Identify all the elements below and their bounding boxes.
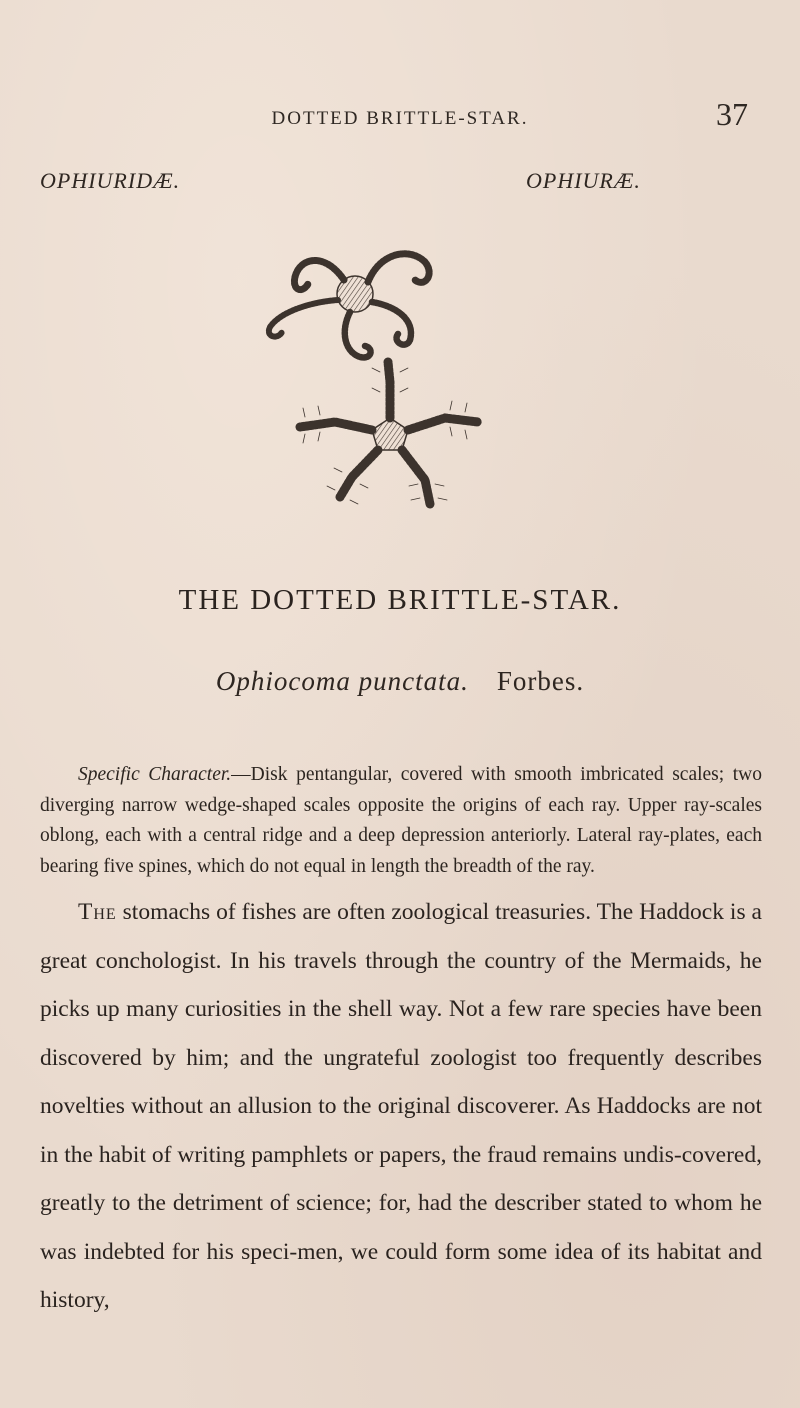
family-name: OPHIURIDÆ.	[40, 168, 181, 193]
body-paragraph	[40, 888, 762, 1325]
brittle-star-ventral-view	[300, 362, 478, 504]
page-number: 37	[716, 96, 748, 132]
specific-character-text: —Disk pentangular, covered with smooth imbricated scales; two diverging narrow wedge-shaped scales opposite the origins of each ray. Upper ray-scales oblong, each with a central ridge and a deep depression anteriorly. Lateral ray-plates, each bearing five spines, which do not equal in length the breadth of the ray.	[40, 764, 763, 877]
species-author: Forbes.	[496, 666, 585, 696]
species-name: Ophiocoma punctata.	[215, 666, 469, 696]
genus-group-name: OPHIURÆ.	[526, 168, 641, 193]
specific-character-paragraph	[40, 760, 762, 882]
body-text: stomachs of fishes are often zoological treasuries. The Haddock is a great conchologist. In his travels through the country of the Mermaids, he picks up many curiosities in the shell way. Not a few rare species have been discovered by him; and the ungrateful zoologist too frequently describes novelties without an allusion to the original discoverer. As Haddocks are not in the habit of writing pamphlets or papers, the fraud remains undis-covered, greatly to the detriment of science; for, had the describer stated to whom he was indebted for his speci-men, we could form some idea of its habitat and history,	[40, 899, 762, 1313]
binomial-name	[0, 666, 800, 697]
body-lead-word: The	[78, 899, 117, 925]
running-head: DOTTED BRITTLE-STAR.	[271, 108, 529, 129]
page-title: THE DOTTED BRITTLE-STAR.	[178, 584, 622, 616]
brittle-star-engraving-icon	[240, 222, 540, 522]
brittle-star-dorsal-view	[269, 254, 429, 358]
specific-character-label: Specific Character.	[78, 764, 232, 785]
